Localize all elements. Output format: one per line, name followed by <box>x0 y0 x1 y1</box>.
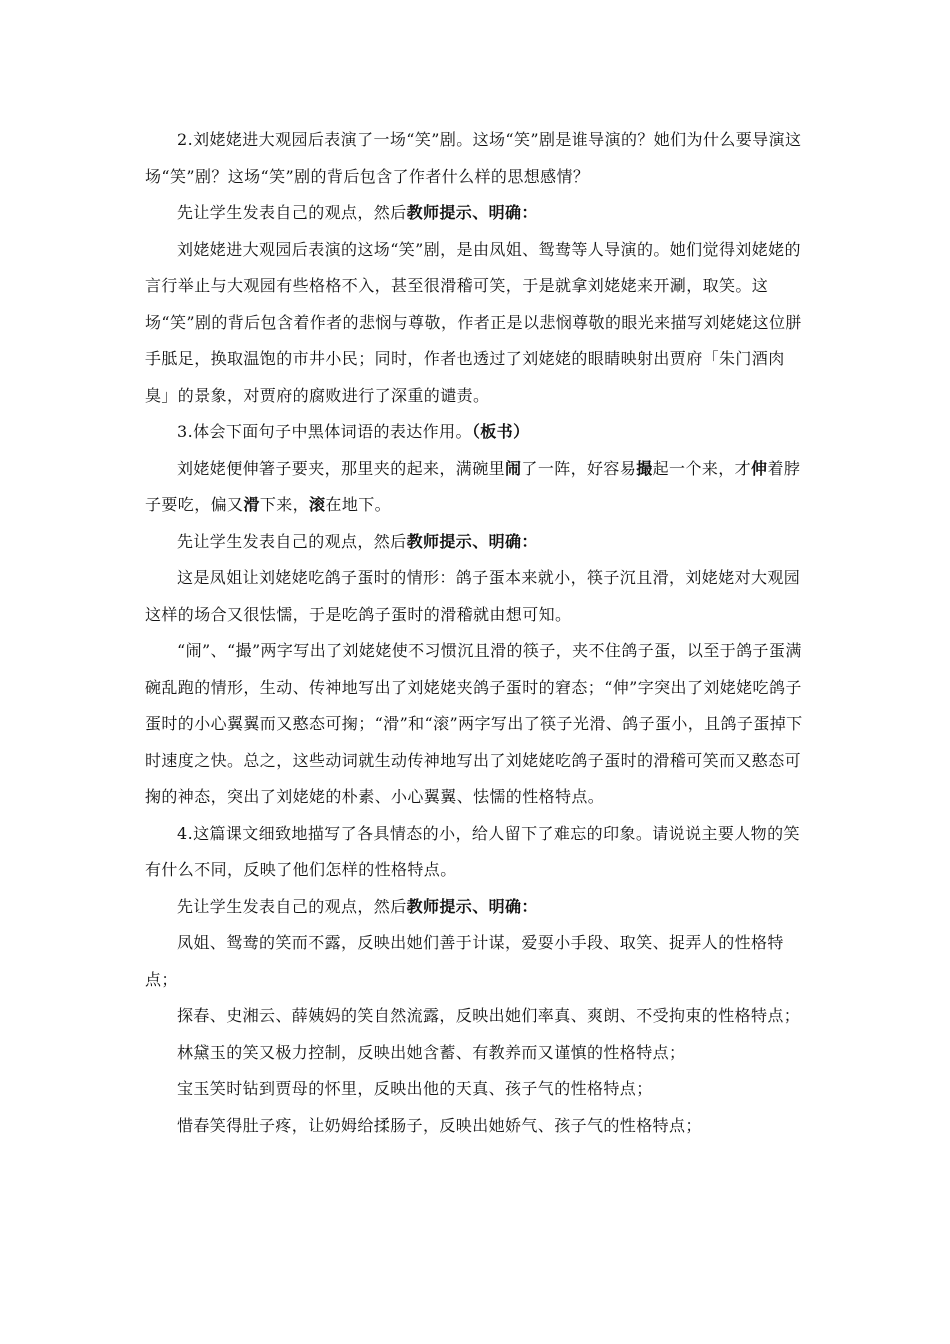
prompt-bold: 教师提示、明确： <box>406 203 538 222</box>
prompt-text: 先让学生发表自己的观点，然后 <box>177 896 407 916</box>
keyword: 撮 <box>636 458 653 478</box>
question-3-text: 3.体会下面句子中黑体词语的表达作用。 <box>177 422 472 441</box>
prompt-bold: 教师提示、明确： <box>406 531 538 551</box>
question-3 <box>145 414 808 451</box>
prompt-line <box>145 195 808 232</box>
question-4: 4.这篇课文细致地描写了各具情态的小，给人留下了难忘的印象。请说说主要人物的笑有什么不同，反映了他们怎样的性格特点。 <box>145 823 800 879</box>
answer-3b: “闹”、“撮”两字写出了刘姥姥使不习惯沉且滑的筷子，夹不住鸽子蛋，以至于鸽子蛋满碗乱跑的情形，生动、传神地写出了刘姥姥夹鸽子蛋时的窘态；“伸”字突出了刘姥姥吃鸽子蛋时的小心翼翼而又憨态可掬；“滑”和“滚”两字写出了筷子光滑、鸽子蛋小，且鸽子蛋掉下时速度之快。总之，这些动词就生动传神地写出了刘姥姥吃鸽子蛋时的滑稽可笑而又憨态可掬的神态，突出了刘姥姥的朴素、小心翼翼、怯懦的性格特点。 <box>145 641 803 806</box>
document-body <box>145 122 808 1144</box>
prompt-text: 先让学生发表自己的观点，然后 <box>177 531 407 551</box>
sentence-part: 在地下。 <box>325 495 392 514</box>
keyword: 闹 <box>505 458 522 478</box>
keyword: 滚 <box>309 495 326 514</box>
keyword: 滑 <box>243 495 260 514</box>
answer-2: 刘姥姥进大观园后表演的这场“笑”剧，是由凤姐、鸳鸯等人导演的。她们觉得刘姥姥的言行举止与大观园有些格格不入，甚至很滑稽可笑，于是就拿刘姥姥来开涮，取笑。这场“笑”剧的背后包含着作者的悲悯与尊敬，作者正是以悲悯尊敬的眼光来描写刘姥姥这位胼手胝足，换取温饱的市井小民；同时，作者也透过了刘姥姥的眼睛映射出贾府「朱门酒肉臭」的景象，对贾府的腐败进行了深重的谴责。 <box>145 239 802 405</box>
answer-4-item: 探春、史湘云、薛姨妈的笑自然流露，反映出她们率真、爽朗、不受拘束的性格特点； <box>177 1006 801 1025</box>
sentence-part: 下来， <box>259 495 310 514</box>
answer-4-item: 凤姐、鸳鸯的笑而不露，反映出她们善于计谋，爱耍小手段、取笑、捉弄人的性格特点； <box>145 933 784 989</box>
keyword: 伸 <box>751 458 768 478</box>
question-2: 2.刘姥姥进大观园后表演了一场“笑”剧。这场“笑”剧是谁导演的？她们为什么要导演这场“笑”剧？这场“笑”剧的背后包含了作者什么样的思想感情？ <box>145 130 802 186</box>
sentence-part: 起一个来，才 <box>652 458 752 478</box>
question-3-bold: （板书） <box>471 422 530 441</box>
sentence-part: 刘姥姥便伸箸子要夹，那里夹的起来，满碗里 <box>177 458 506 478</box>
sentence-part: 着脖子要吃，偏又 <box>145 458 801 514</box>
answer-4-item: 林黛玉的笑又极力控制，反映出她含蓄、有教养而又谨慎的性格特点； <box>177 1042 686 1062</box>
answer-3a: 这是凤姐让刘姥姥吃鸽子蛋时的情形：鸽子蛋本来就小，筷子沉且滑，刘姥姥对大观园这样的场合又很怯懦，于是吃鸽子蛋时的滑稽就由想可知。 <box>145 568 801 624</box>
example-sentence <box>145 451 808 524</box>
prompt-line <box>145 889 808 926</box>
prompt-bold: 教师提示、明确： <box>406 896 538 916</box>
answer-4-item: 惜春笑得肚子疼，让奶姆给揉肠子，反映出她娇气、孩子气的性格特点； <box>177 1115 702 1135</box>
sentence-part: 了一阵，好容易 <box>521 458 637 478</box>
prompt-text: 先让学生发表自己的观点，然后 <box>177 203 407 222</box>
prompt-line <box>145 524 808 561</box>
answer-4-item: 宝玉笑时钻到贾母的怀里，反映出他的天真、孩子气的性格特点； <box>177 1079 653 1098</box>
